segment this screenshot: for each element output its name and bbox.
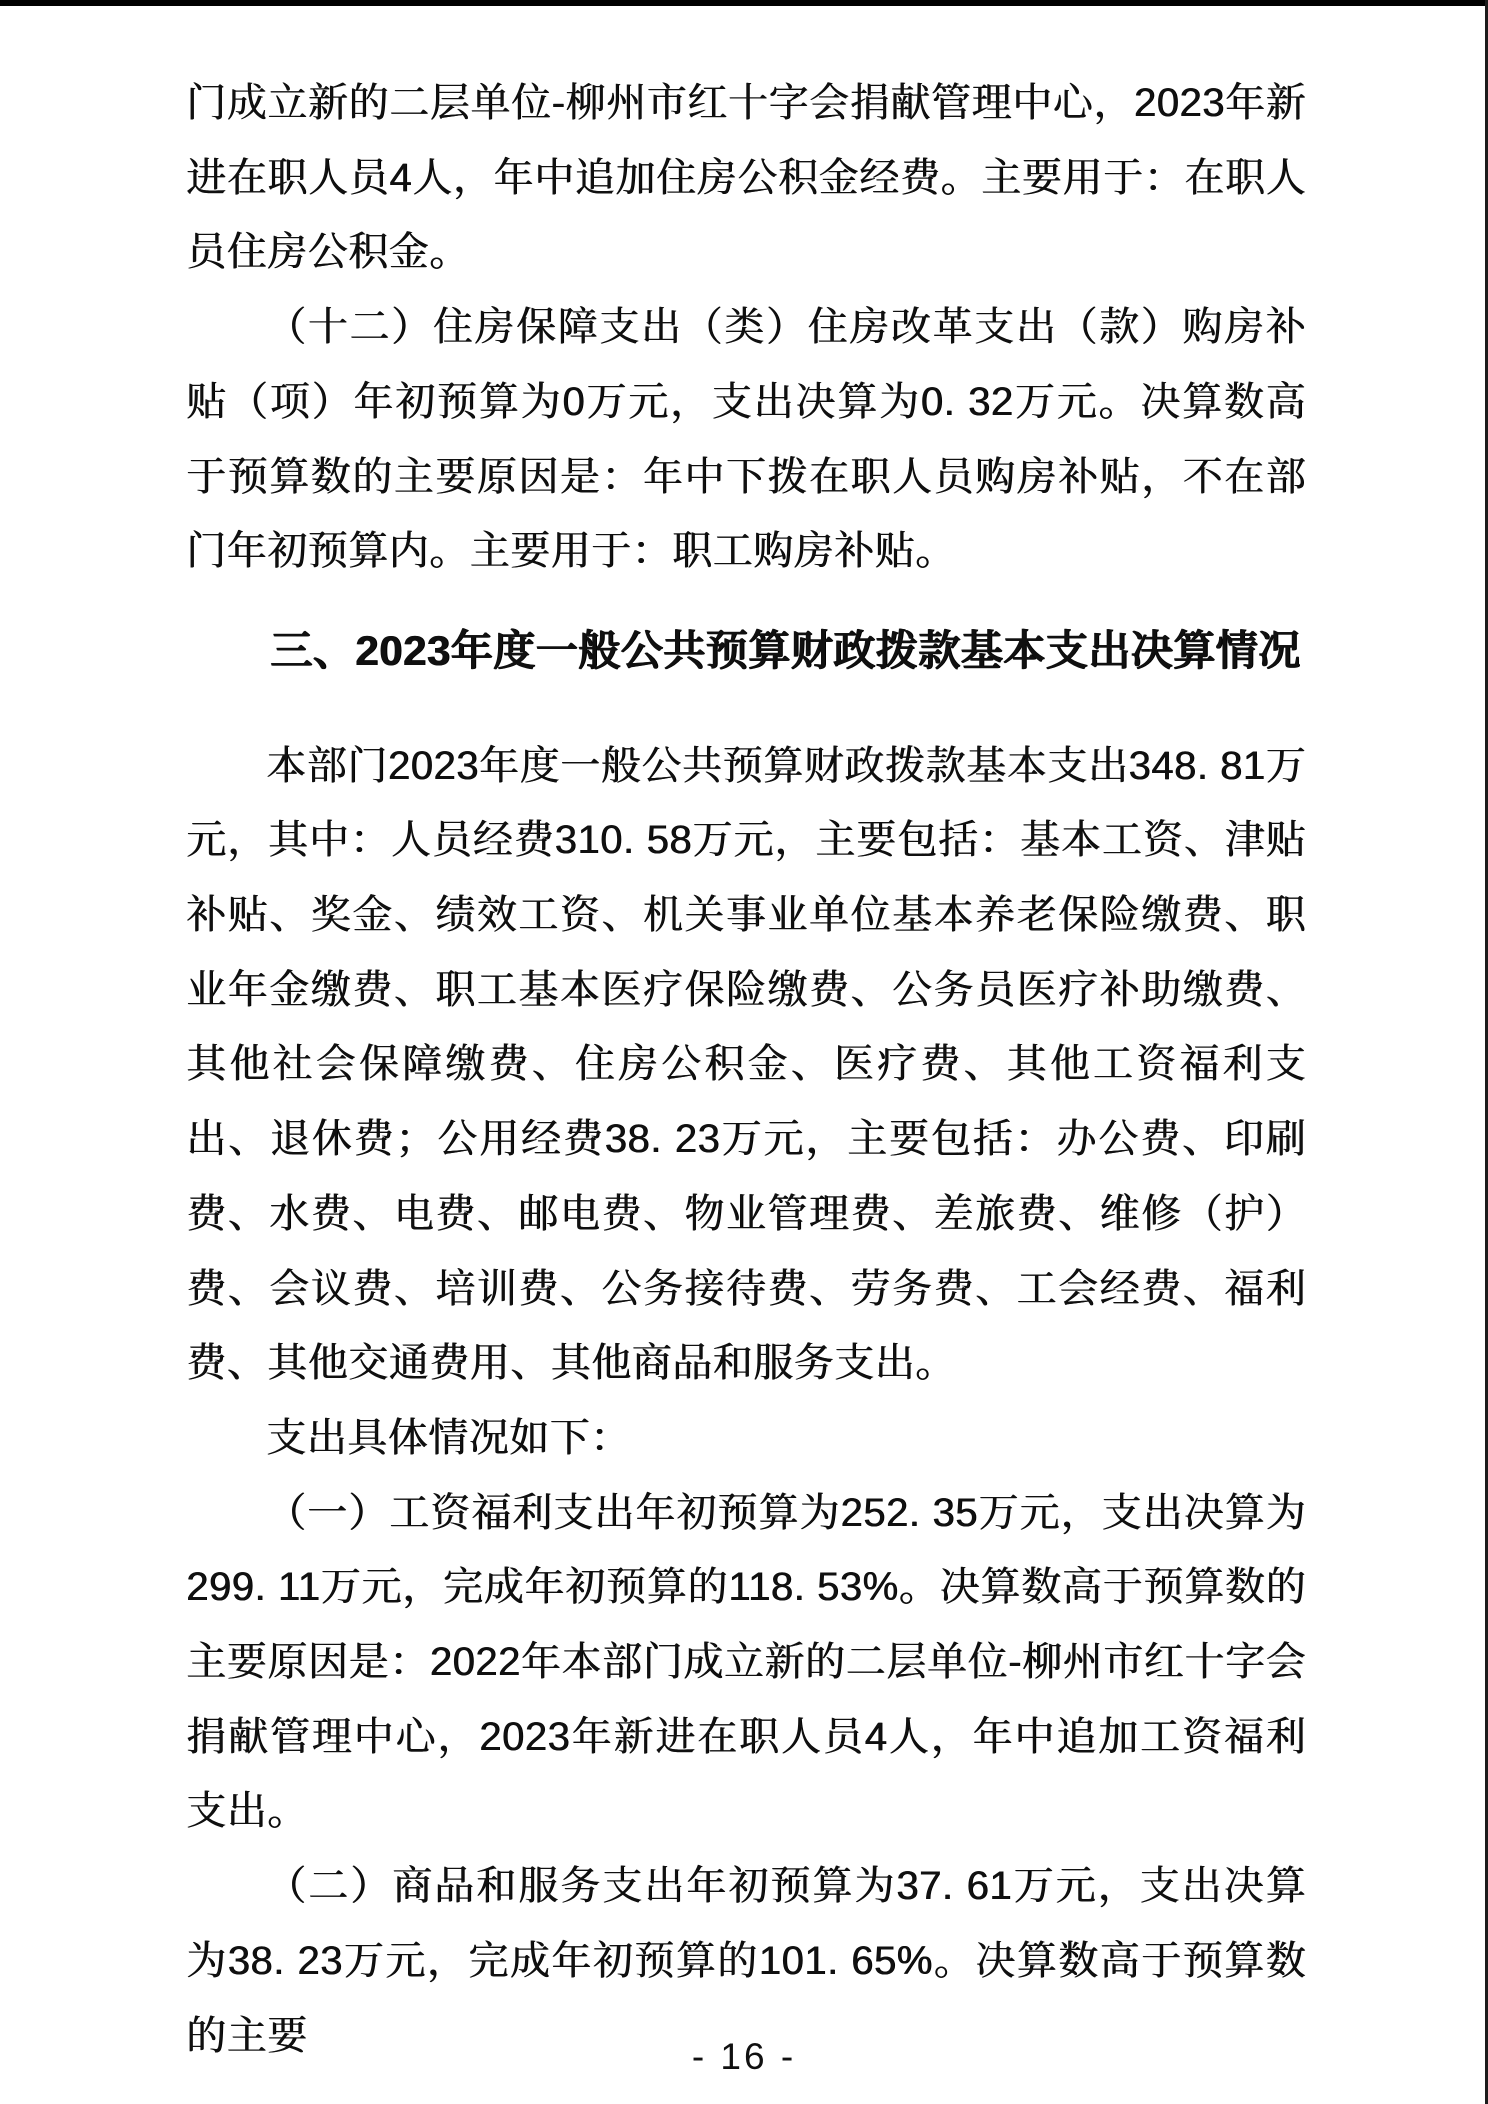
para-item-2-goods-services: （二）商品和服务支出年初预算为37. 61万元，支出决算为38. 23万元，完成年初预算的101. 65%。决算数高于预算数的主要 [186, 1864, 1306, 2058]
section-heading-basic-expenditure: 三、2023年度一般公共预算财政拨款基本支出决算情况 [270, 626, 1301, 674]
scan-top-border [0, 0, 1488, 6]
para-item-1-wage-welfare: （一）工资福利支出年初预算为252. 35万元，支出决算为299. 11万元，完成年初预算的118. 53%。决算数高于预算数的主要原因是：2022年本部门成立新的二层单位-柳州市红十字会捐献管理中心，2023年新进在职人员4人，年中追加工资福利支出。 [186, 1490, 1306, 1834]
para-expenditure-details-intro: 支出具体情况如下： [266, 1415, 631, 1460]
page-number: - 16 - [691, 2036, 797, 2077]
para-housing-fund-continuation: 门成立新的二层单位-柳州市红十字会捐献管理中心，2023年新进在职人员4人，年中追加住房公积金经费。主要用于：在职人员住房公积金。 [186, 81, 1306, 275]
para-item-12-housing-subsidy: （十二）住房保障支出（类）住房改革支出（款）购房补贴（项）年初预算为0万元，支出决算为0. 32万元。决算数高于预算数的主要原因是：年中下拨在职人员购房补贴，不在部门年初预算内。主要用于：职工购房补贴。 [186, 305, 1306, 574]
document-body [186, 66, 1306, 2073]
para-basic-expenditure-overview: 本部门2023年度一般公共预算财政拨款基本支出348. 81万元，其中：人员经费310. 58万元，主要包括：基本工资、津贴补贴、奖金、绩效工资、机关事业单位基本养老保险缴费、职业年金缴费、职工基本医疗保险缴费、公务员医疗补助缴费、其他社会保障缴费、住房公积金、医疗费、其他工资福利支出、退休费；公用经费38. 23万元，主要包括：办公费、印刷费、水费、电费、邮电费、物业管理费、差旅费、维修（护）费、会议费、培训费、公务接待费、劳务费、工会经费、福利费、其他交通费用、其他商品和服务支出。 [186, 743, 1306, 1386]
